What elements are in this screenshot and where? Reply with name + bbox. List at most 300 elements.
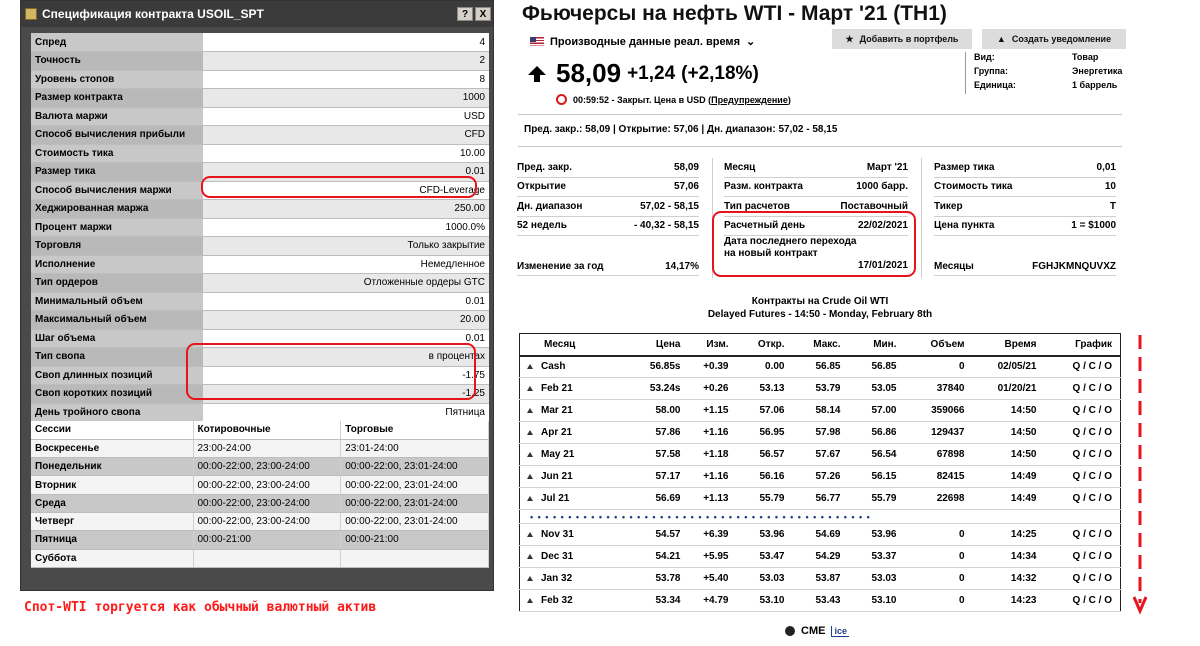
session-trade: 00:00-22:00, 23:01-24:00	[341, 476, 489, 494]
cme-logo: CME	[801, 625, 826, 637]
spec-row	[31, 33, 489, 52]
annotation-caption: Спот-WTI торгуется как обычный валютный актив	[24, 600, 377, 615]
expand-icon[interactable]	[527, 576, 533, 581]
chart-links[interactable]: Q / C / O	[1045, 466, 1121, 488]
futures-month-label: Dec 31	[541, 551, 574, 562]
spec-label: Способ вычисления маржи	[31, 181, 203, 200]
divider	[518, 146, 1122, 147]
futures-cell: 54.21	[625, 546, 689, 568]
futures-cell: 0	[905, 568, 973, 590]
futures-caption	[640, 295, 1000, 321]
futures-cell: 57.26	[793, 466, 849, 488]
stat-label: 52 недель	[517, 220, 567, 232]
chart-links[interactable]: Q / C / O	[1045, 378, 1121, 400]
session-day: Воскресенье	[31, 439, 193, 457]
stat-value: 57,02 - 58,15	[640, 200, 699, 212]
futures-cell: 129437	[905, 422, 973, 444]
instrument-properties	[965, 52, 1132, 94]
futures-month	[520, 422, 625, 444]
spec-row	[31, 163, 489, 182]
spec-row	[31, 348, 489, 367]
stat-label: Дн. диапазон	[517, 200, 583, 212]
stat-value: 10	[1104, 181, 1116, 193]
futures-cell: 56.95	[737, 422, 793, 444]
stat-value: T	[1109, 200, 1116, 212]
futures-month	[520, 546, 625, 568]
star-icon: ★	[845, 33, 854, 44]
session-quote: 00:00-22:00, 23:00-24:00	[193, 494, 341, 512]
chart-links[interactable]: Q / C / O	[1045, 568, 1121, 590]
futures-month	[520, 444, 625, 466]
session-row	[31, 439, 489, 457]
futures-cell: 53.34	[625, 590, 689, 612]
stat-value: 22/02/2021	[857, 220, 908, 232]
futures-month-label: May 21	[541, 449, 575, 460]
chart-links[interactable]: Q / C / O	[1045, 356, 1121, 378]
futures-cell: 57.67	[793, 444, 849, 466]
expand-icon[interactable]	[527, 554, 533, 559]
stat-row	[934, 197, 1116, 217]
futures-cell: +0.26	[689, 378, 737, 400]
spec-label: Своп коротких позиций	[31, 385, 203, 404]
spec-label: Минимальный объем	[31, 292, 203, 311]
spec-value: Только закрытие	[203, 237, 489, 256]
stat-label: Тип расчетов	[724, 200, 790, 212]
spec-row	[31, 255, 489, 274]
price-value: 58,09	[556, 58, 622, 88]
futures-cell: 53.10	[849, 590, 905, 612]
session-day: Среда	[31, 494, 193, 512]
stat-row	[724, 158, 908, 178]
futures-cell: 53.24s	[625, 378, 689, 400]
futures-row[interactable]	[520, 356, 1121, 378]
spec-label: Тип свопа	[31, 348, 203, 367]
property-row	[974, 80, 1132, 94]
sessions-header-trade: Торговые	[341, 421, 489, 439]
futures-month-label: Jul 21	[541, 493, 570, 504]
futures-month	[520, 378, 625, 400]
stat-label: Разм. контракта	[724, 181, 803, 193]
session-quote: 00:00-22:00, 23:00-24:00	[193, 512, 341, 530]
spec-row	[31, 200, 489, 219]
stat-row	[517, 158, 699, 178]
spec-label: Шаг объема	[31, 329, 203, 348]
spec-label: Размер контракта	[31, 89, 203, 108]
spec-value: 2	[203, 52, 489, 71]
futures-cell: 57.86	[625, 422, 689, 444]
futures-cell: +5.95	[689, 546, 737, 568]
chart-links[interactable]: Q / C / O	[1045, 546, 1121, 568]
futures-cell: 0.00	[737, 356, 793, 378]
spec-label: Хеджированная маржа	[31, 200, 203, 219]
futures-cell: 01/20/21	[973, 378, 1045, 400]
expand-icon[interactable]	[527, 474, 533, 479]
futures-row[interactable]	[520, 422, 1121, 444]
futures-month	[520, 466, 625, 488]
chevron-down-icon: ⌄	[745, 36, 756, 48]
futures-row[interactable]	[520, 466, 1121, 488]
stat-label: Открытие	[517, 181, 566, 193]
futures-cell: 53.05	[849, 378, 905, 400]
futures-row[interactable]	[520, 524, 1121, 546]
stat-row	[724, 217, 908, 237]
stat-row	[934, 217, 1116, 237]
futures-month	[520, 488, 625, 510]
ice-logo: ice	[831, 626, 849, 637]
spec-table	[31, 33, 489, 422]
futures-row[interactable]	[520, 378, 1121, 400]
futures-cell: 53.03	[737, 568, 793, 590]
futures-cell: 53.03	[849, 568, 905, 590]
spec-label: Точность	[31, 52, 203, 71]
session-row	[31, 549, 489, 567]
futures-cell: 56.16	[737, 466, 793, 488]
stat-value: 0,01	[1096, 161, 1116, 173]
futures-month	[520, 356, 625, 378]
property-row	[974, 52, 1132, 66]
spec-row	[31, 385, 489, 404]
price-change-pct: (+2,18%)	[681, 62, 759, 84]
session-trade	[341, 549, 489, 567]
property-label: Вид:	[974, 52, 995, 62]
expand-icon[interactable]	[527, 496, 533, 501]
window-titlebar[interactable]	[21, 1, 493, 27]
spec-value: -1.75	[203, 366, 489, 385]
spec-row	[31, 403, 489, 422]
stat-row	[934, 236, 1116, 276]
futures-month-label: Apr 21	[541, 427, 573, 438]
spec-row	[31, 89, 489, 108]
spec-value: 4	[203, 33, 489, 52]
stat-label: Тикер	[934, 200, 963, 212]
futures-cell: 54.29	[793, 546, 849, 568]
chart-links[interactable]: Q / C / O	[1045, 524, 1121, 546]
futures-cell: 82415	[905, 466, 973, 488]
futures-cell: 14:49	[973, 488, 1045, 510]
quote-time-row	[556, 94, 791, 105]
session-day: Понедельник	[31, 458, 193, 476]
spec-label: Валюта маржи	[31, 107, 203, 126]
futures-cell: 14:49	[973, 466, 1045, 488]
ellipsis-separator: • • • • • • • • • • • • • • • • • • • • • • • • • • • • • • • • • • • • • • • • • • • • •	[520, 510, 1121, 524]
stat-row	[724, 197, 908, 217]
session-day: Четверг	[31, 512, 193, 530]
expand-icon[interactable]	[527, 408, 533, 413]
help-button[interactable]: ?	[457, 7, 473, 21]
expand-icon[interactable]	[527, 386, 533, 391]
chart-links[interactable]: Q / C / O	[1045, 590, 1121, 612]
spec-label: Размер тика	[31, 163, 203, 182]
last-price	[528, 58, 759, 89]
futures-cell: 53.10	[737, 590, 793, 612]
spec-value: 0.01	[203, 163, 489, 182]
futures-cell: 56.57	[737, 444, 793, 466]
column-divider	[921, 158, 922, 278]
spec-label: Торговля	[31, 237, 203, 256]
futures-header: Месяц	[520, 334, 625, 356]
futures-month-label: Feb 21	[541, 383, 573, 394]
warning-link[interactable]: Предупреждение	[711, 94, 788, 105]
futures-cell: +1.16	[689, 466, 737, 488]
stat-label: Дата последнего перехода на новый контракт	[724, 236, 857, 259]
session-day: Вторник	[31, 476, 193, 494]
stat-label: Месяцы	[934, 261, 974, 272]
futures-cell: +0.39	[689, 356, 737, 378]
futures-cell: 55.79	[737, 488, 793, 510]
spec-row	[31, 274, 489, 293]
stat-value: 58,09	[673, 161, 699, 173]
stat-row	[724, 178, 908, 198]
session-trade: 00:00-22:00, 23:01-24:00	[341, 512, 489, 530]
spec-row	[31, 107, 489, 126]
stat-row	[517, 217, 699, 237]
data-feed-label: Производные данные реал. время	[550, 35, 740, 48]
spec-row	[31, 52, 489, 71]
futures-cell: 14:32	[973, 568, 1045, 590]
futures-cell: +4.79	[689, 590, 737, 612]
futures-caption-title: Контракты на Crude Oil WTI	[751, 296, 889, 307]
property-value: Энергетика	[1072, 66, 1123, 76]
futures-cell: 56.85s	[625, 356, 689, 378]
futures-cell: 54.69	[793, 524, 849, 546]
exchange-logos	[785, 625, 849, 637]
futures-row[interactable]	[520, 568, 1121, 590]
futures-cell: 57.00	[849, 400, 905, 422]
data-feed-selector[interactable]	[530, 35, 755, 48]
futures-cell: +1.16	[689, 422, 737, 444]
futures-cell: 56.15	[849, 466, 905, 488]
futures-cell: 14:50	[973, 444, 1045, 466]
chart-links[interactable]: Q / C / O	[1045, 400, 1121, 422]
futures-cell: 0	[905, 590, 973, 612]
futures-row[interactable]	[520, 546, 1121, 568]
property-value: Товар	[1072, 52, 1099, 62]
futures-header: Мин.	[849, 334, 905, 356]
add-to-portfolio-label: Добавить в портфель	[859, 34, 959, 44]
futures-cell: 14:50	[973, 400, 1045, 422]
spec-label: Процент маржи	[31, 218, 203, 237]
session-trade: 23:01-24:00	[341, 439, 489, 457]
add-to-portfolio-button[interactable]	[832, 29, 972, 49]
futures-cell: 37840	[905, 378, 973, 400]
spec-label: Тип ордеров	[31, 274, 203, 293]
futures-header: Цена	[625, 334, 689, 356]
session-quote: 23:00-24:00	[193, 439, 341, 457]
futures-cell: +1.13	[689, 488, 737, 510]
session-quote: 00:00-21:00	[193, 531, 341, 549]
spec-value: 8	[203, 70, 489, 89]
futures-cell: 53.96	[737, 524, 793, 546]
session-row	[31, 531, 489, 549]
expand-icon[interactable]	[527, 598, 533, 603]
chart-links[interactable]: Q / C / O	[1045, 488, 1121, 510]
futures-cell: 55.79	[849, 488, 905, 510]
stat-row	[517, 197, 699, 217]
futures-month	[520, 590, 625, 612]
stat-value: FGHJKMNQUVXZ	[1032, 261, 1116, 272]
spec-value: Отложенные ордеры GTC	[203, 274, 489, 293]
stat-row	[517, 236, 699, 276]
spec-value: 0.01	[203, 292, 489, 311]
up-arrow-icon	[528, 66, 546, 75]
stat-row	[934, 178, 1116, 198]
bell-icon: ▲	[996, 34, 1006, 44]
futures-month	[520, 524, 625, 546]
futures-month-label: Feb 32	[541, 595, 573, 606]
create-alert-label: Создать уведомление	[1011, 34, 1112, 44]
futures-cell: 53.96	[849, 524, 905, 546]
summary-line: Пред. закр.: 58,09 | Открытие: 57,06 | Дн. диапазон: 57,02 - 58,15	[524, 124, 838, 135]
divider	[518, 114, 1122, 115]
close-button[interactable]: X	[475, 7, 491, 21]
spec-value: USD	[203, 107, 489, 126]
stat-row	[517, 178, 699, 198]
chart-links[interactable]: Q / C / O	[1045, 444, 1121, 466]
stat-value: 57,06	[673, 181, 699, 193]
futures-cell: 53.78	[625, 568, 689, 590]
futures-cell: 54.57	[625, 524, 689, 546]
futures-cell: 53.43	[793, 590, 849, 612]
futures-month-label: Jan 32	[541, 573, 573, 584]
stats-column-3	[934, 158, 1116, 276]
futures-month	[520, 400, 625, 422]
futures-cell: 57.17	[625, 466, 689, 488]
futures-row[interactable]	[520, 400, 1121, 422]
futures-cell: 0	[905, 356, 973, 378]
session-quote	[193, 549, 341, 567]
property-label: Группа:	[974, 66, 1009, 76]
stat-value: 17/01/2021	[857, 260, 908, 271]
futures-row[interactable]	[520, 590, 1121, 612]
session-row	[31, 512, 489, 530]
stat-row	[724, 236, 908, 276]
session-trade: 00:00-22:00, 23:01-24:00	[341, 494, 489, 512]
us-flag-icon	[530, 37, 544, 46]
spec-row	[31, 70, 489, 89]
stat-label: Пред. закр.	[517, 161, 573, 173]
expand-icon[interactable]	[527, 532, 533, 537]
spec-value: 10.00	[203, 144, 489, 163]
red-dashed-arrow	[1133, 335, 1147, 615]
spec-row	[31, 366, 489, 385]
stat-label: Месяц	[724, 161, 756, 173]
futures-cell: 53.37	[849, 546, 905, 568]
spec-row	[31, 181, 489, 200]
futures-row[interactable]	[520, 488, 1121, 510]
property-row	[974, 66, 1132, 80]
futures-cell: 14:23	[973, 590, 1045, 612]
futures-cell: 359066	[905, 400, 973, 422]
spec-value: Немедленное	[203, 255, 489, 274]
futures-table	[519, 333, 1121, 612]
futures-header: Откр.	[737, 334, 793, 356]
row-gap	[520, 510, 1121, 524]
stat-row	[934, 158, 1116, 178]
chart-links[interactable]: Q / C / O	[1045, 422, 1121, 444]
spec-label: Своп длинных позиций	[31, 366, 203, 385]
futures-cell: 0	[905, 546, 973, 568]
spec-value: в процентах	[203, 348, 489, 367]
futures-header: Макс.	[793, 334, 849, 356]
futures-cell: 14:25	[973, 524, 1045, 546]
spec-row	[31, 329, 489, 348]
column-divider	[712, 158, 713, 278]
quote-time-text: 00:59:52 - Закрыт. Цена в USD (Предупреждение)	[573, 94, 791, 105]
stat-label: Стоимость тика	[934, 181, 1013, 193]
futures-cell: 57.58	[625, 444, 689, 466]
spec-value: -1.25	[203, 385, 489, 404]
stat-value: 1000 барр.	[856, 181, 908, 193]
futures-cell: +1.15	[689, 400, 737, 422]
futures-cell: 57.06	[737, 400, 793, 422]
expand-icon[interactable]	[527, 430, 533, 435]
contract-spec-window	[20, 0, 494, 591]
stat-value: - 40,32 - 58,15	[633, 220, 699, 232]
sessions-header-day: Сессии	[31, 421, 193, 439]
session-day: Суббота	[31, 549, 193, 567]
expand-icon[interactable]	[527, 364, 533, 369]
session-row	[31, 458, 489, 476]
futures-month-label: Mar 21	[541, 405, 573, 416]
stat-value: 1 = $1000	[1071, 220, 1116, 232]
futures-cell: 57.98	[793, 422, 849, 444]
session-trade: 00:00-21:00	[341, 531, 489, 549]
spec-label: Способ вычисления прибыли	[31, 126, 203, 145]
futures-cell: 53.87	[793, 568, 849, 590]
spec-value: 250.00	[203, 200, 489, 219]
stat-label: Изменение за год	[517, 261, 604, 272]
futures-cell: 58.00	[625, 400, 689, 422]
futures-row[interactable]	[520, 444, 1121, 466]
expand-icon[interactable]	[527, 452, 533, 457]
futures-cell: +1.18	[689, 444, 737, 466]
futures-month-label: Jun 21	[541, 471, 573, 482]
spec-label: День тройного свопа	[31, 403, 203, 422]
futures-cell: 56.85	[793, 356, 849, 378]
futures-cell: 14:50	[973, 422, 1045, 444]
futures-cell: 56.69	[625, 488, 689, 510]
spec-row	[31, 311, 489, 330]
stats-column-2	[724, 158, 908, 276]
stats-column-1	[517, 158, 699, 276]
spec-value: Пятница	[203, 403, 489, 422]
futures-cell: +5.40	[689, 568, 737, 590]
session-row	[31, 476, 489, 494]
stat-value: 14,17%	[665, 261, 699, 272]
spec-value: CFD-Leverage	[203, 181, 489, 200]
app-icon	[25, 8, 37, 20]
window-title: Спецификация контракта USOIL_SPT	[42, 7, 264, 21]
spec-value: 1000.0%	[203, 218, 489, 237]
sessions-table	[31, 421, 489, 568]
spec-label: Стоимость тика	[31, 144, 203, 163]
stat-value: Поставочный	[840, 200, 908, 212]
session-quote: 00:00-22:00, 23:00-24:00	[193, 476, 341, 494]
futures-cell: 67898	[905, 444, 973, 466]
property-value: 1 баррель	[1072, 80, 1118, 90]
session-day: Пятница	[31, 531, 193, 549]
session-quote: 00:00-22:00, 23:00-24:00	[193, 458, 341, 476]
spec-value: 1000	[203, 89, 489, 108]
create-alert-button[interactable]	[982, 29, 1126, 49]
page-title: Фьючерсы на нефть WTI - Март '21 (TH1)	[522, 2, 947, 25]
futures-header: Объем	[905, 334, 973, 356]
spec-row	[31, 292, 489, 311]
futures-cell: +6.39	[689, 524, 737, 546]
sessions-header-quote: Котировочные	[193, 421, 341, 439]
futures-cell: 56.86	[849, 422, 905, 444]
session-trade: 00:00-22:00, 23:01-24:00	[341, 458, 489, 476]
